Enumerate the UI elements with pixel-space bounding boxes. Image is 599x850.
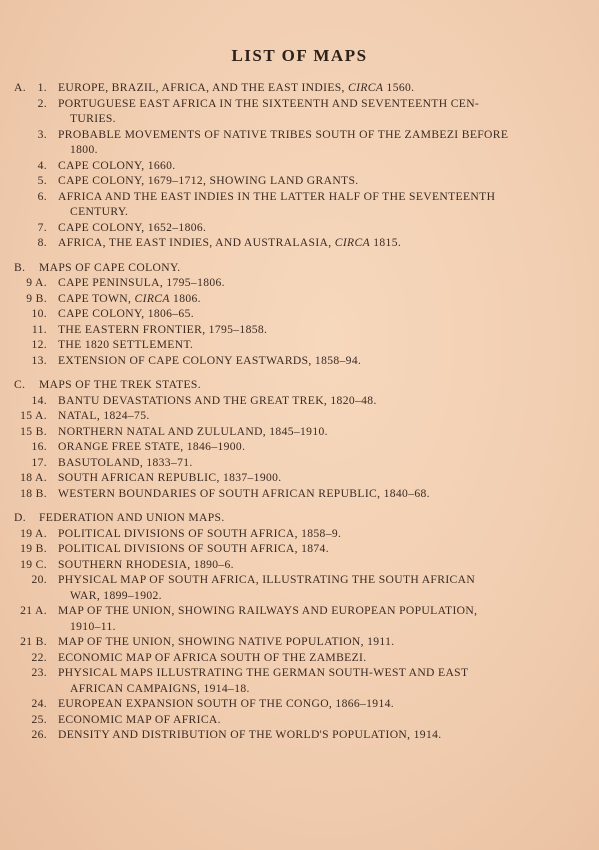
entry-number: 1. bbox=[37, 81, 47, 94]
entry-title bbox=[58, 173, 359, 189]
entry-text: AFRICA, THE EAST INDIES, AND AUSTRALASIA, bbox=[58, 236, 335, 249]
maps-list bbox=[14, 80, 584, 752]
entry-title bbox=[58, 235, 401, 251]
entry-title bbox=[58, 650, 367, 666]
entry-number: 15 B. bbox=[20, 424, 47, 438]
entry-text-after: 1815. bbox=[370, 236, 402, 249]
entry-continuation: 1800. bbox=[70, 143, 98, 156]
entry-text: ECONOMIC MAP OF AFRICA SOUTH OF THE ZAMBEZI. bbox=[58, 650, 367, 664]
map-entry bbox=[14, 393, 584, 409]
entry-continuation: CENTURY. bbox=[70, 205, 129, 218]
entry-number: 19 A. bbox=[20, 526, 47, 540]
map-entry bbox=[14, 80, 584, 96]
entry-text: CAPE COLONY, 1660. bbox=[58, 158, 176, 172]
entry-text: PORTUGUESE EAST AFRICA IN THE SIXTEENTH AND SEVENTEENTH CEN- bbox=[58, 96, 480, 110]
map-entry bbox=[14, 557, 584, 573]
entry-title bbox=[58, 541, 329, 557]
entry-number: 8. bbox=[37, 236, 47, 249]
entry-title bbox=[58, 393, 377, 409]
entry-title bbox=[58, 424, 328, 440]
entry-title bbox=[58, 603, 477, 619]
entry-number: 19 C. bbox=[20, 557, 47, 571]
entry-title bbox=[58, 712, 221, 728]
entry-text-after: 1806. bbox=[169, 291, 201, 305]
entry-text: WESTERN BOUNDARIES OF SOUTH AFRICAN REPUBLIC, 1840–68. bbox=[58, 486, 430, 500]
map-entry bbox=[14, 96, 584, 112]
section-a bbox=[14, 80, 584, 251]
map-entry bbox=[14, 306, 584, 322]
section-heading-line bbox=[14, 377, 584, 393]
entry-number: 3. bbox=[37, 127, 47, 141]
entry-title bbox=[58, 665, 468, 681]
entry-title bbox=[58, 275, 225, 291]
entry-text: MAP OF THE UNION, SHOWING RAILWAYS AND EUROPEAN POPULATION, bbox=[58, 604, 478, 617]
entry-number: 23. bbox=[31, 666, 47, 679]
entry-title bbox=[58, 306, 194, 322]
entry-text: NATAL, 1824–75. bbox=[58, 409, 150, 422]
section-heading-line bbox=[14, 510, 584, 526]
map-entry bbox=[14, 220, 584, 236]
entry-text: CAPE COLONY, 1679–1712, SHOWING LAND GRANTS. bbox=[58, 174, 359, 187]
entry-text: BASUTOLAND, 1833–71. bbox=[58, 455, 193, 469]
section-d bbox=[14, 510, 584, 743]
entry-title bbox=[58, 158, 176, 174]
entry-title bbox=[58, 486, 430, 502]
entry-title bbox=[58, 337, 193, 353]
entry-title bbox=[58, 572, 475, 588]
entry-number: 18 B. bbox=[20, 486, 47, 500]
entry-title bbox=[58, 189, 495, 205]
entry-number: 18 A. bbox=[20, 471, 47, 484]
entry-number: 16. bbox=[31, 440, 47, 453]
map-entry bbox=[14, 541, 584, 557]
map-entry bbox=[14, 634, 584, 650]
entry-number: 7. bbox=[37, 220, 47, 234]
entry-title bbox=[58, 727, 442, 743]
map-entry bbox=[14, 439, 584, 455]
entry-text: PHYSICAL MAP OF SOUTH AFRICA, ILLUSTRATING THE SOUTH AFRICAN bbox=[58, 573, 476, 586]
entry-title bbox=[58, 526, 341, 542]
entry-title bbox=[58, 80, 414, 96]
section-letter: D. bbox=[14, 511, 26, 524]
entry-text: NORTHERN NATAL AND ZULULAND, 1845–1910. bbox=[58, 424, 328, 438]
map-entry bbox=[14, 603, 584, 619]
entry-text-after: 1560. bbox=[383, 81, 415, 94]
section-heading: MAPS OF CAPE COLONY. bbox=[39, 260, 181, 274]
entry-text: EUROPEAN EXPANSION SOUTH OF THE CONGO, 1866–1914. bbox=[58, 697, 394, 710]
entry-text: EUROPE, BRAZIL, AFRICA, AND THE EAST INDIES, bbox=[58, 81, 349, 94]
section-letter: C. bbox=[14, 378, 26, 391]
entry-number: 26. bbox=[31, 728, 47, 741]
entry-title bbox=[58, 696, 394, 712]
entry-number: 22. bbox=[31, 650, 47, 664]
entry-text: EXTENSION OF CAPE COLONY EASTWARDS, 1858–94. bbox=[58, 353, 362, 367]
entry-title bbox=[58, 220, 206, 236]
entry-number: 11. bbox=[31, 322, 47, 336]
map-entry bbox=[14, 275, 584, 291]
entry-title bbox=[58, 470, 282, 486]
entry-number: 13. bbox=[31, 353, 47, 367]
entry-text: ECONOMIC MAP OF AFRICA. bbox=[58, 712, 221, 726]
entry-text: PHYSICAL MAPS ILLUSTRATING THE GERMAN SOUTH-WEST AND EAST bbox=[58, 666, 469, 679]
map-entry bbox=[14, 572, 584, 588]
entry-title bbox=[58, 353, 361, 369]
entry-number: 25. bbox=[31, 712, 47, 726]
section-b bbox=[14, 260, 584, 369]
entry-text: CAPE COLONY, 1652–1806. bbox=[58, 220, 207, 234]
entry-number: 6. bbox=[37, 189, 47, 203]
section-letter: B. bbox=[14, 260, 26, 274]
map-entry bbox=[14, 712, 584, 728]
entry-text: PROBABLE MOVEMENTS OF NATIVE TRIBES SOUTH OF THE ZAMBEZI BEFORE bbox=[58, 127, 509, 141]
map-entry bbox=[14, 322, 584, 338]
entry-title bbox=[58, 127, 508, 143]
entry-number: 19 B. bbox=[20, 542, 47, 555]
entry-number: 21 A. bbox=[20, 604, 47, 617]
section-heading: MAPS OF THE TREK STATES. bbox=[39, 378, 201, 391]
entry-title bbox=[58, 96, 479, 112]
map-entry bbox=[14, 189, 584, 205]
entry-text: CAPE PENINSULA, 1795–1806. bbox=[58, 276, 225, 289]
entry-text: THE 1820 SETTLEMENT. bbox=[58, 338, 194, 351]
map-entry bbox=[14, 486, 584, 502]
entry-title bbox=[58, 634, 395, 650]
entry-italic: CIRCA bbox=[348, 81, 384, 94]
entry-number: 2. bbox=[37, 96, 47, 110]
section-heading: FEDERATION AND UNION MAPS. bbox=[39, 511, 225, 524]
entry-text: BANTU DEVASTATIONS AND THE GREAT TREK, 1820–48. bbox=[58, 393, 377, 407]
page-title: LIST OF MAPS bbox=[231, 46, 368, 65]
map-entry bbox=[14, 173, 584, 189]
entry-text: CAPE TOWN, bbox=[58, 291, 135, 305]
map-entry bbox=[14, 470, 584, 486]
entry-text: AFRICA AND THE EAST INDIES IN THE LATTER HALF OF THE SEVENTEENTH bbox=[58, 189, 496, 203]
entry-title bbox=[58, 557, 234, 573]
map-entry bbox=[14, 727, 584, 743]
map-entry bbox=[14, 526, 584, 542]
entry-number: 14. bbox=[31, 393, 47, 407]
map-entry bbox=[14, 235, 584, 251]
entry-continuation: TURIES. bbox=[70, 112, 116, 125]
entry-number: 9 B. bbox=[26, 291, 47, 305]
entry-title bbox=[58, 408, 150, 424]
entry-text: DENSITY AND DISTRIBUTION OF THE WORLD'S POPULATION, 1914. bbox=[58, 728, 442, 741]
entry-text: THE EASTERN FRONTIER, 1795–1858. bbox=[58, 322, 268, 336]
entry-number: 24. bbox=[31, 697, 47, 710]
entry-title bbox=[58, 322, 267, 338]
entry-continuation: 1910–11. bbox=[70, 619, 116, 633]
entry-italic: CIRCA bbox=[334, 236, 371, 249]
map-entry bbox=[14, 337, 584, 353]
entry-continuation: WAR, 1899–1902. bbox=[70, 588, 162, 602]
entry-text: SOUTH AFRICAN REPUBLIC, 1837–1900. bbox=[58, 471, 282, 484]
map-entry bbox=[14, 650, 584, 666]
entry-title bbox=[58, 439, 245, 455]
entry-text: ORANGE FREE STATE, 1846–1900. bbox=[58, 440, 246, 453]
entry-text: POLITICAL DIVISIONS OF SOUTH AFRICA, 1874. bbox=[58, 542, 329, 555]
map-entry bbox=[14, 158, 584, 174]
entry-title bbox=[58, 455, 193, 471]
entry-number: 5. bbox=[37, 174, 47, 187]
map-entry bbox=[14, 455, 584, 471]
entry-number: 12. bbox=[31, 338, 47, 351]
section-c bbox=[14, 377, 584, 501]
entry-continuation: AFRICAN CAMPAIGNS, 1914–18. bbox=[70, 681, 250, 695]
map-entry bbox=[14, 696, 584, 712]
entry-text: CAPE COLONY, 1806–65. bbox=[58, 307, 194, 320]
entry-number: 21 B. bbox=[20, 635, 47, 648]
entry-number: 15 A. bbox=[20, 409, 47, 422]
section-heading-line bbox=[14, 260, 584, 276]
map-entry bbox=[14, 291, 584, 307]
entry-title bbox=[58, 291, 201, 307]
entry-italic: CIRCA bbox=[134, 291, 170, 305]
entry-text: POLITICAL DIVISIONS OF SOUTH AFRICA, 1858–9. bbox=[58, 526, 342, 540]
entry-number: 17. bbox=[31, 455, 47, 469]
entry-number: 4. bbox=[37, 158, 47, 172]
entry-text: MAP OF THE UNION, SHOWING NATIVE POPULATION, 1911. bbox=[58, 635, 395, 648]
entry-number: 10. bbox=[31, 307, 47, 320]
map-entry bbox=[14, 127, 584, 143]
map-entry bbox=[14, 665, 584, 681]
entry-number: 20. bbox=[31, 573, 47, 586]
section-letter: A. bbox=[14, 81, 26, 94]
entry-number: 9 A. bbox=[26, 276, 47, 289]
map-entry bbox=[14, 408, 584, 424]
map-entry bbox=[14, 424, 584, 440]
map-entry bbox=[14, 353, 584, 369]
entry-text: SOUTHERN RHODESIA, 1890–6. bbox=[58, 557, 234, 571]
